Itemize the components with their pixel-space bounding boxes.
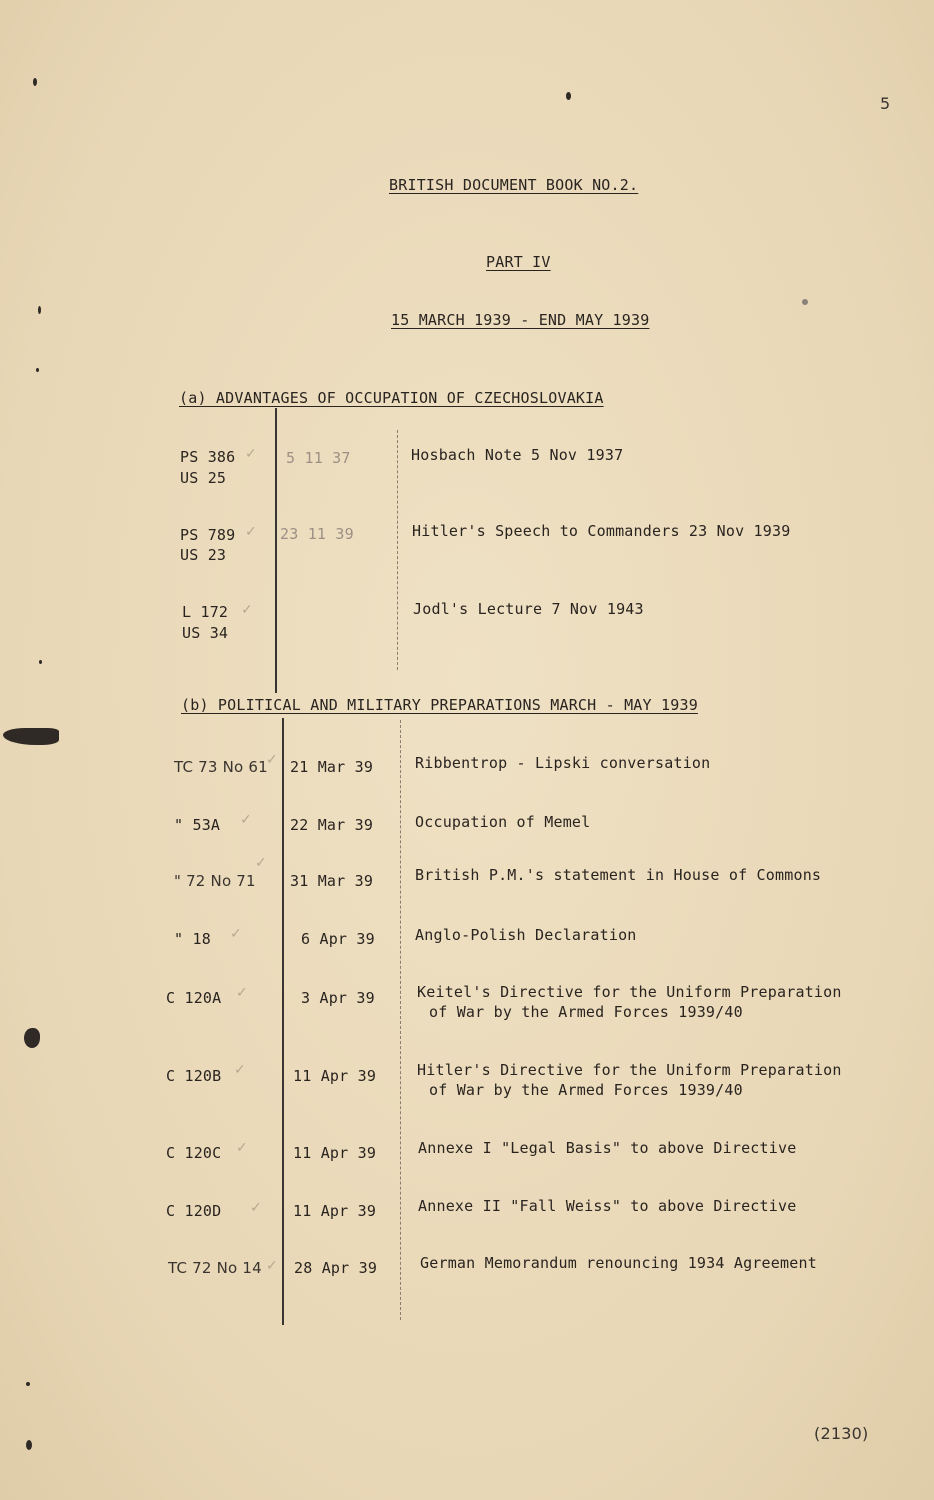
section-b-ref: " 72 No 71 [174,872,256,890]
page-number: 5 [880,94,891,113]
check-mark: ✓ [240,812,252,828]
section-b-date: 6 Apr 39 [301,930,375,948]
section-b-ref: " 18 [174,930,211,948]
section-b-desc-continued: of War by the Armed Forces 1939/40 [429,1003,743,1021]
section-a-ref: PS 386 [180,448,236,466]
section-b-desc: German Memorandum renouncing 1934 Agreement [420,1254,817,1272]
column-rule-left [282,718,284,1325]
section-a-ref: PS 789 [180,526,236,544]
check-mark: ✓ [241,602,253,618]
section-b-desc: Annexe II "Fall Weiss" to above Directive [418,1197,797,1215]
section-a-ref2: US 25 [180,469,227,487]
section-b-date: 21 Mar 39 [290,758,374,776]
section-b-desc: Anglo-Polish Declaration [415,926,637,944]
section-a-ref: L 172 [182,603,229,621]
section-b-desc: British P.M.'s statement in House of Commons [415,866,822,884]
check-mark: ✓ [255,855,267,871]
check-mark: ✓ [230,926,242,942]
section-a-heading: (a) ADVANTAGES OF OCCUPATION OF CZECHOSLOVAKIA [179,389,604,407]
section-b-ref: C 120B [166,1067,222,1085]
column-rule-right [397,430,399,670]
ink-speck [33,78,37,86]
date-range-heading: 15 MARCH 1939 - END MAY 1939 [391,311,650,329]
ink-speck [36,368,39,372]
check-mark: ✓ [250,1200,262,1216]
section-a-date: 23 11 39 [280,525,354,543]
check-mark: ✓ [234,1062,246,1078]
footer-number: (2130) [814,1424,869,1443]
section-b-desc: Ribbentrop - Lipski conversation [415,754,711,772]
section-b-date: 28 Apr 39 [294,1259,378,1277]
section-b-date: 31 Mar 39 [290,872,374,890]
section-b-heading: (b) POLITICAL AND MILITARY PREPARATIONS MARCH - MAY 1939 [181,696,698,714]
section-a-date: 5 11 37 [286,449,351,467]
column-rule-right [400,720,402,1320]
ink-blot [24,1028,40,1048]
section-b-date: 11 Apr 39 [293,1202,377,1220]
section-b-ref: C 120D [166,1202,222,1220]
section-b-date: 11 Apr 39 [293,1144,377,1162]
section-b-date: 3 Apr 39 [301,989,375,1007]
section-a-desc: Hosbach Note 5 Nov 1937 [411,446,624,464]
ink-speck [39,660,42,664]
ink-speck [566,92,571,100]
section-b-date: 22 Mar 39 [290,816,374,834]
check-mark: ✓ [266,752,278,768]
section-b-ref: TC 72 No 14 [168,1259,262,1277]
section-b-ref: " 53A [174,816,221,834]
part-heading: PART IV [486,253,551,271]
check-mark: ✓ [236,985,248,1001]
check-mark: ✓ [245,446,257,462]
section-b-desc: Hitler's Directive for the Uniform Preparation [417,1061,842,1079]
section-b-desc-continued: of War by the Armed Forces 1939/40 [429,1081,743,1099]
check-mark: ✓ [266,1258,278,1274]
ink-blot [3,728,59,745]
ink-speck [802,299,808,305]
check-mark: ✓ [245,524,257,540]
section-b-ref: C 120A [166,989,222,1007]
section-b-date: 11 Apr 39 [293,1067,377,1085]
check-mark: ✓ [236,1140,248,1156]
section-b-desc: Annexe I "Legal Basis" to above Directive [418,1139,797,1157]
section-a-desc: Jodl's Lecture 7 Nov 1943 [413,600,644,618]
document-title: BRITISH DOCUMENT BOOK NO.2. [389,176,639,194]
section-a-ref2: US 34 [182,624,229,642]
section-b-ref: C 120C [166,1144,222,1162]
section-b-desc: Keitel's Directive for the Uniform Preparation [417,983,842,1001]
ink-speck [26,1440,32,1450]
section-b-ref: TC 73 No 61 [174,758,268,776]
ink-speck [26,1382,30,1386]
section-a-ref2: US 23 [180,546,227,564]
section-a-desc: Hitler's Speech to Commanders 23 Nov 1939 [412,522,791,540]
column-rule-left [275,408,277,693]
section-b-desc: Occupation of Memel [415,813,591,831]
ink-speck [38,306,41,314]
